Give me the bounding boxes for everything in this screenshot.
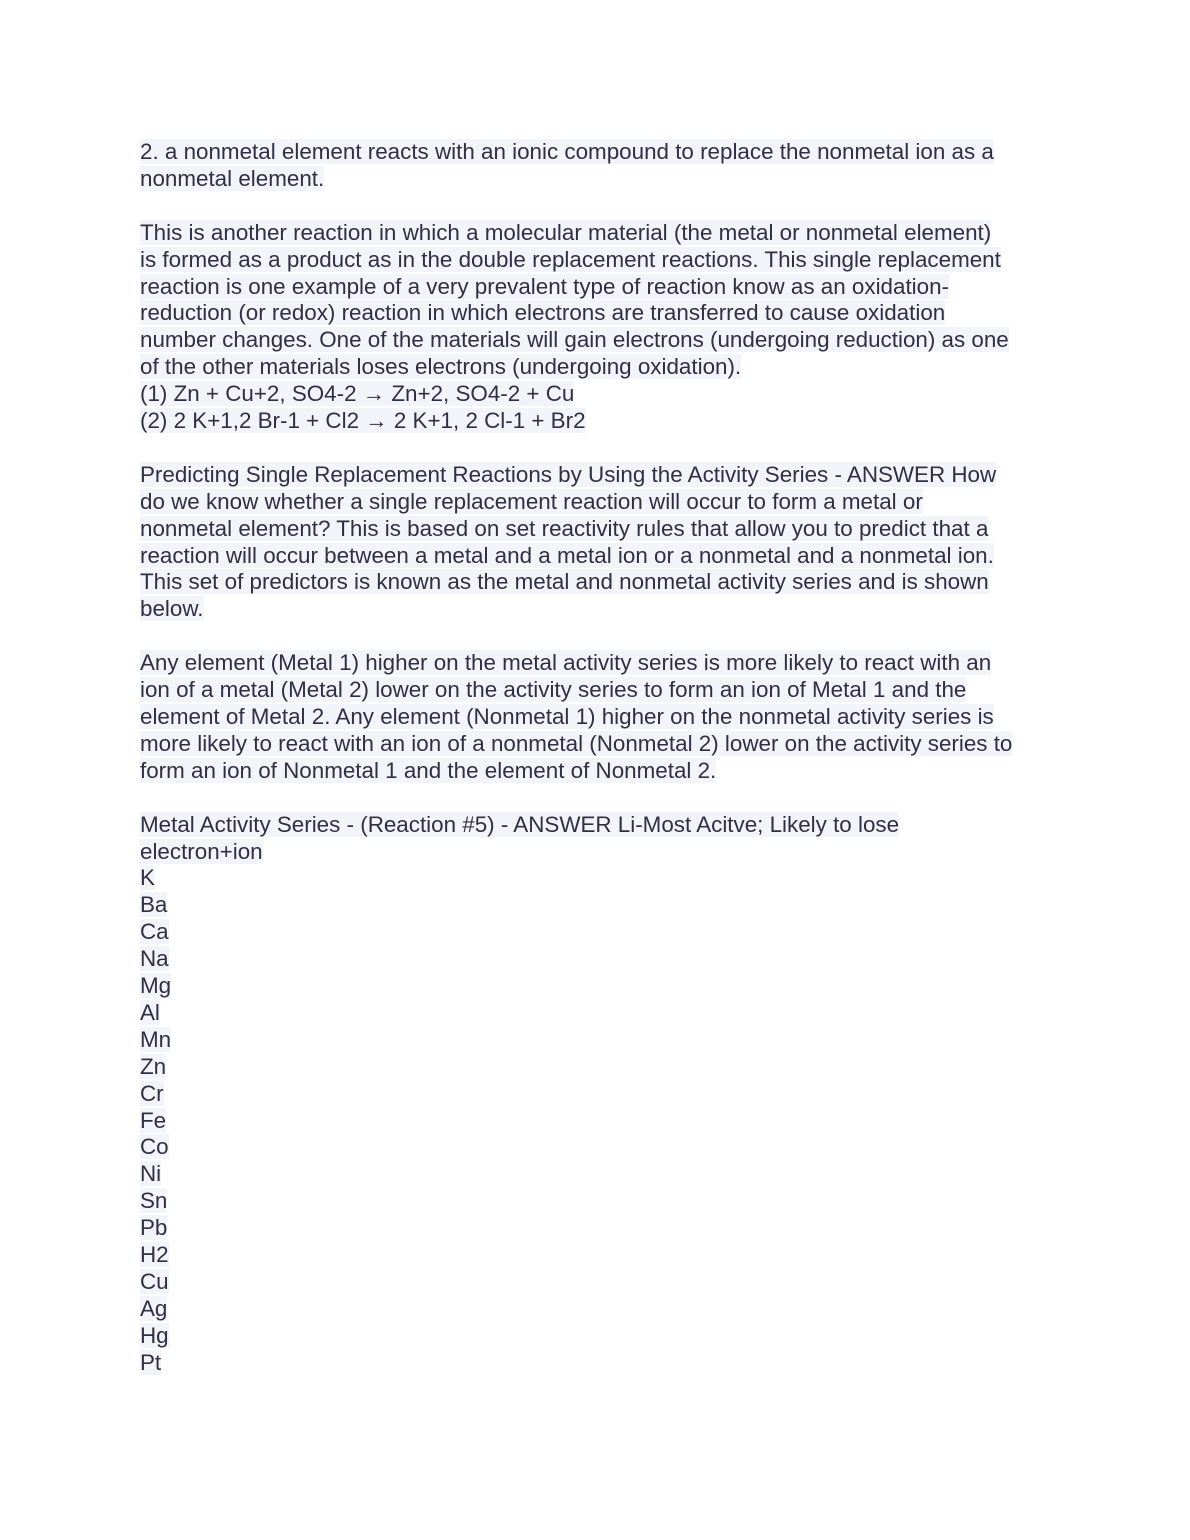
text-line: do we know whether a single replacement reaction will occur to form a metal or xyxy=(140,488,923,514)
list-item: Pt xyxy=(140,1349,162,1375)
paragraph-nonmetal-replacement xyxy=(140,139,1055,193)
text-line: form an ion of Nonmetal 1 and the element of Nonmetal 2. xyxy=(140,757,717,783)
text-line: nonmetal element? This is based on set reactivity rules that allow you to predict that a xyxy=(140,515,989,541)
list-item: Co xyxy=(140,1134,169,1160)
text-line: reaction is one example of a very prevalent type of reaction know as an oxidation- xyxy=(140,273,950,299)
paragraph-predicting-reactions xyxy=(140,462,1055,623)
text-line: Any element (Metal 1) higher on the metal activity series is more likely to react with an xyxy=(140,650,992,676)
equation-line: (1) Zn + Cu+2, SO4-2 → Zn+2, SO4-2 + Cu xyxy=(140,381,575,407)
list-item: Ni xyxy=(140,1161,162,1187)
metal-activity-series xyxy=(140,812,1055,1377)
text-line: 2. a nonmetal element reacts with an ionic compound to replace the nonmetal ion as a xyxy=(140,139,994,164)
text-line: This set of predictors is known as the metal and nonmetal activity series and is shown xyxy=(140,569,989,595)
list-item: Ba xyxy=(140,892,168,918)
text-line: below. xyxy=(140,596,204,622)
list-item: Zn xyxy=(140,1053,167,1079)
series-heading: electron+ion xyxy=(140,838,263,864)
text-line: reduction (or redox) reaction in which electrons are transferred to cause oxidation xyxy=(140,300,946,326)
text-line: ion of a metal (Metal 2) lower on the activity series to form an ion of Metal 1 and the xyxy=(140,677,967,703)
list-item: Mn xyxy=(140,1026,172,1052)
text-line: number changes. One of the materials will gain electrons (undergoing reduction) as one xyxy=(140,327,1009,353)
text-line: Predicting Single Replacement Reactions by Using the Activity Series - ANSWER How xyxy=(140,461,997,487)
text-line: more likely to react with an ion of a nonmetal (Nonmetal 2) lower on the activity series to xyxy=(140,730,1013,756)
list-item: Na xyxy=(140,946,169,972)
text-line: of the other materials loses electrons (undergoing oxidation). xyxy=(140,354,742,380)
list-item: Mg xyxy=(140,973,172,999)
list-item: K xyxy=(140,865,155,891)
list-item: Ca xyxy=(140,919,169,945)
list-item: Pb xyxy=(140,1215,168,1241)
list-item: Cr xyxy=(140,1080,164,1106)
list-item: Hg xyxy=(140,1322,169,1348)
list-item: Ag xyxy=(140,1295,168,1321)
text-line: This is another reaction in which a molecular material (the metal or nonmetal element) xyxy=(140,219,992,245)
list-item: Fe xyxy=(140,1107,167,1133)
list-item: Cu xyxy=(140,1269,169,1294)
equation-line: (2) 2 K+1,2 Br-1 + Cl2 → 2 K+1, 2 Cl-1 + Br2 xyxy=(140,408,586,434)
series-heading: Metal Activity Series - (Reaction #5) - ANSWER Li-Most Acitve; Likely to lose xyxy=(140,811,900,837)
text-line: reaction will occur between a metal and a metal ion or a nonmetal and a nonmetal ion. xyxy=(140,542,994,568)
paragraph-redox-explanation xyxy=(140,220,1055,435)
list-item: Al xyxy=(140,999,160,1025)
paragraph-activity-rules xyxy=(140,650,1055,785)
text-line: nonmetal element. xyxy=(140,165,325,191)
list-item: Sn xyxy=(140,1188,168,1214)
text-line: element of Metal 2. Any element (Nonmetal 1) higher on the nonmetal activity series is xyxy=(140,703,994,729)
list-item: H2 xyxy=(140,1242,169,1268)
text-line: is formed as a product as in the double replacement reactions. This single replacement xyxy=(140,246,1001,272)
document-page xyxy=(140,139,1055,1404)
